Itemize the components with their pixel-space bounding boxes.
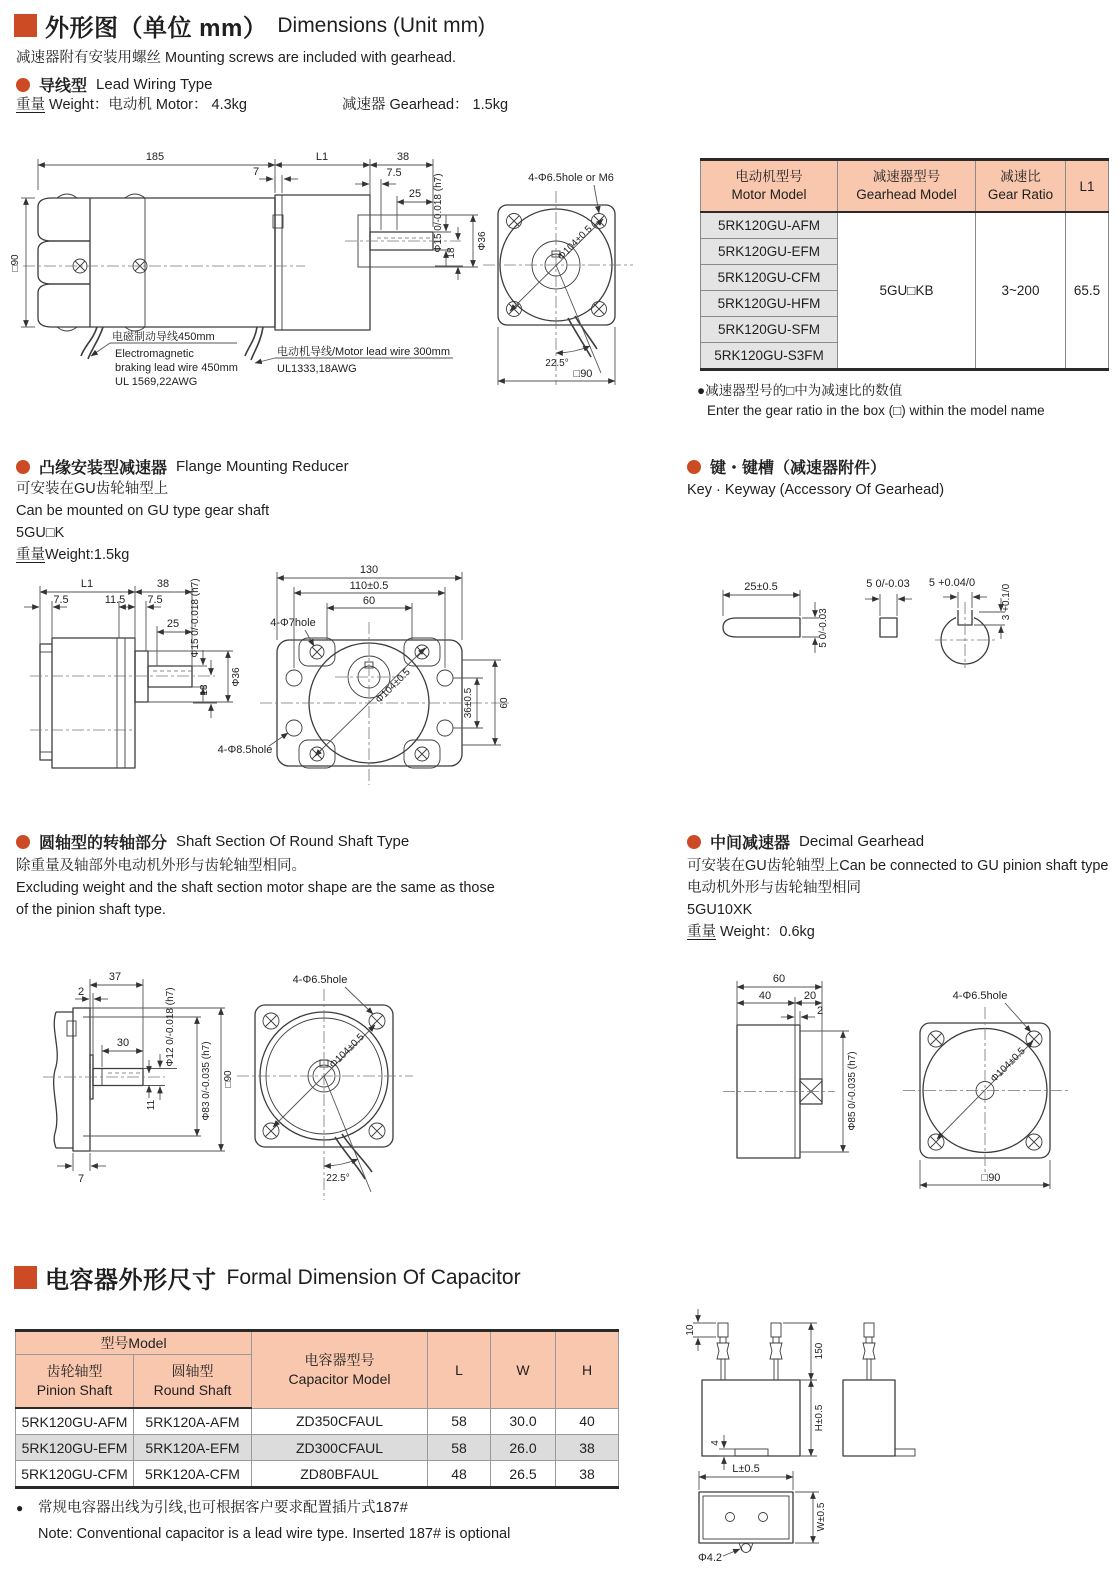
brake-wire-label-en2: braking lead wire 450mm bbox=[115, 362, 238, 374]
decimal-line1: 可安装在GU齿轮轴型上Can be connected to GU pinion shaft type bbox=[687, 858, 1109, 874]
pinion-cell: 5RK120GU-CFM bbox=[16, 1461, 134, 1488]
capacitor-model-cell: ZD300CFAUL bbox=[252, 1435, 428, 1461]
dim-label: 25 bbox=[408, 188, 422, 200]
round-cell: 5RK120A-EFM bbox=[134, 1435, 252, 1461]
dim-label: 5 0/-0.03 bbox=[818, 608, 829, 648]
col-ratio-zh: 减速比 bbox=[1000, 169, 1041, 184]
motor-model-cell: 5RK120GU-SFM bbox=[701, 317, 838, 343]
col-motor-zh: 电动机型号 bbox=[735, 169, 803, 184]
motor-model-cell: 5RK120GU-EFM bbox=[701, 239, 838, 265]
brake-wire-label-en3: UL 1569,22AWG bbox=[115, 376, 198, 388]
motor-model-cell: 5RK120GU-CFM bbox=[701, 265, 838, 291]
section-lead-wiring bbox=[16, 73, 212, 96]
capacitor-drawing bbox=[655, 1285, 1120, 1585]
decimal-line3: 5GU10XK bbox=[687, 902, 753, 918]
lead-side-dimensions bbox=[10, 151, 488, 327]
brake-wire-label-zh: 电磁制动导线450mm bbox=[112, 331, 215, 343]
dim-label: 7.5 bbox=[386, 167, 402, 179]
dim-label: Φ15 0/-0.018 (h7) bbox=[190, 578, 201, 658]
dim-label: 25±0.5 bbox=[744, 581, 778, 593]
col-header-gearhead bbox=[838, 160, 976, 213]
page-title bbox=[14, 8, 485, 43]
dim-label: Φ36 bbox=[477, 231, 488, 251]
dim-label: 2 bbox=[77, 986, 85, 998]
gear-ratio-note-en: Enter the gear ratio in the box (□) within the model name bbox=[707, 403, 1045, 418]
section-decimal-zh: 中间减速器 bbox=[710, 835, 791, 852]
section-decimal-en: Decimal Gearhead bbox=[799, 833, 925, 850]
col-gearhead-zh: 减速器型号 bbox=[872, 169, 941, 184]
section-key-zh: 键・键槽（减速器附件） bbox=[710, 460, 887, 477]
section-lead-wiring-zh: 导线型 bbox=[39, 78, 88, 95]
section-flange-en: Flange Mounting Reducer bbox=[176, 458, 349, 475]
capacitor-terminal bbox=[717, 1323, 729, 1380]
col-header-motor bbox=[701, 160, 838, 213]
col-header-pinion bbox=[16, 1355, 134, 1409]
dim-label: 38 bbox=[156, 578, 170, 590]
section-decimal bbox=[687, 830, 924, 853]
table-row bbox=[16, 1435, 619, 1461]
col-gearhead-en: Gearhead Model bbox=[856, 187, 957, 202]
l-cell: 58 bbox=[428, 1408, 491, 1435]
dim-label: 130 bbox=[359, 564, 379, 576]
dim-label: Φ36 bbox=[231, 667, 242, 687]
col-header-h: H bbox=[556, 1331, 619, 1409]
capacitor-model-cell: ZD80BFAUL bbox=[252, 1461, 428, 1488]
round-cell: 5RK120A-CFM bbox=[134, 1461, 252, 1488]
col-round-zh: 圆轴型 bbox=[171, 1363, 214, 1379]
dim-label: Φ85 0/-0.035 (h7) bbox=[847, 1051, 858, 1131]
col-ratio-en: Gear Ratio bbox=[987, 187, 1054, 202]
dim-label: 38 bbox=[396, 151, 410, 163]
decimal-front-view bbox=[903, 990, 1069, 1189]
decimal-line2: 电动机外形与齿轮轴型相同 bbox=[687, 880, 861, 896]
col-motor-en: Motor Model bbox=[731, 187, 807, 202]
dim-label: Φ104±0.5 bbox=[988, 1045, 1028, 1085]
shaft-side-view bbox=[43, 1008, 165, 1151]
dim-label: 7.5 bbox=[147, 594, 163, 606]
section-key-keyway bbox=[687, 455, 886, 478]
dim-label: L1 bbox=[315, 151, 329, 163]
h-cell: 38 bbox=[556, 1461, 619, 1488]
dim-label: 11.5 bbox=[104, 594, 126, 606]
dim-label: 60 bbox=[362, 595, 376, 607]
h-cell: 38 bbox=[556, 1435, 619, 1461]
col-header-l1: L1 bbox=[1066, 160, 1109, 213]
shaft-front-view bbox=[237, 974, 413, 1200]
l-cell: 58 bbox=[428, 1435, 491, 1461]
motor-front-view bbox=[483, 172, 633, 385]
front-holes-label: 4-Φ6.5hole or M6 bbox=[528, 172, 614, 184]
dim-label: Φ12 0/-0.018 (h7) bbox=[165, 987, 176, 1067]
front-holes-label: 4-Φ6.5hole bbox=[292, 974, 348, 986]
col-cap-en: Capacitor Model bbox=[288, 1370, 391, 1387]
dim-label: □90 bbox=[223, 1070, 234, 1088]
decimal-weight bbox=[687, 921, 815, 943]
section-round-shaft-zh: 圆轴型的转轴部分 bbox=[39, 835, 168, 852]
dim-label: □90 bbox=[981, 1172, 1001, 1184]
col-header-w: W bbox=[491, 1331, 556, 1409]
dim-label: □90 bbox=[10, 254, 21, 272]
dim-label: Φ15 0/-0.018 (h7) bbox=[433, 173, 444, 253]
section-flange-zh: 凸缘安装型减速器 bbox=[39, 460, 168, 477]
title-square-bullet bbox=[14, 14, 37, 37]
capacitor-terminal bbox=[863, 1323, 875, 1380]
dim-label: 60 bbox=[772, 973, 786, 985]
motor-model-cell: 5RK120GU-AFM bbox=[701, 212, 838, 239]
flange-front-view bbox=[218, 564, 510, 785]
w-cell: 26.5 bbox=[491, 1461, 556, 1488]
capacitor-terminal bbox=[770, 1323, 782, 1380]
page-subtitle: 减速器附有安装用螺丝 Mounting screws are included with gearhead. bbox=[16, 50, 456, 66]
weight-value: Weight:1.5kg bbox=[45, 547, 130, 563]
col-header-ratio bbox=[976, 160, 1066, 213]
title-square-bullet bbox=[14, 1266, 37, 1289]
key-side-figure bbox=[723, 581, 829, 653]
dim-label: 11 bbox=[146, 1099, 157, 1111]
motor-side-view bbox=[23, 194, 461, 360]
decimal-side-view bbox=[723, 973, 858, 1158]
keyway-shaft-figure bbox=[929, 577, 1012, 668]
pinion-cell: 5RK120GU-AFM bbox=[16, 1408, 134, 1435]
brake-wire-label-en1: Electromagnetic bbox=[115, 348, 194, 360]
weight-label: 重量 bbox=[16, 97, 45, 113]
section-round-shaft-en: Shaft Section Of Round Shaft Type bbox=[176, 833, 410, 850]
dim-label: 20 bbox=[803, 990, 817, 1002]
capacitor-model-cell: ZD350CFAUL bbox=[252, 1408, 428, 1435]
dim-label: Φ104±0.5 bbox=[555, 223, 595, 263]
weight-label: 重量 bbox=[16, 547, 45, 563]
capacitor-note bbox=[16, 1495, 510, 1547]
motor-wire-label-zh: 电动机导线/Motor lead wire 300mm bbox=[277, 346, 450, 358]
motor-wire-label-en: UL1333,18AWG bbox=[277, 363, 357, 375]
holes7-label: 4-Φ7hole bbox=[270, 617, 316, 629]
l-cell: 48 bbox=[428, 1461, 491, 1488]
gearhead-model-cell: 5GU□KB bbox=[838, 212, 976, 370]
dim-label: H±0.5 bbox=[814, 1404, 825, 1432]
motor-gearhead-table bbox=[700, 158, 1109, 371]
section-lead-wiring-en: Lead Wiring Type bbox=[96, 76, 213, 93]
page-title-en: Dimensions (Unit mm) bbox=[277, 13, 486, 37]
round-shaft-drawing bbox=[5, 955, 660, 1215]
dim-label: 7 bbox=[77, 1173, 85, 1185]
note-bullet: ● bbox=[16, 1501, 24, 1515]
page-title-zh: 外形图（单位 mm） bbox=[45, 15, 268, 42]
dim-label: 3 +0.1/0 bbox=[1001, 583, 1012, 621]
motor-model-cell: 5RK120GU-S3FM bbox=[701, 343, 838, 370]
table-row bbox=[16, 1461, 619, 1488]
dim-label: 5 +0.04/0 bbox=[928, 577, 976, 589]
capacitor-note-zh: 常规电容器出线为引线,也可根据客户要求配置插片式187# bbox=[38, 1500, 408, 1516]
section-key-en: Key · Keyway (Accessory Of Gearhead) bbox=[687, 482, 945, 498]
angle-label: 22.5° bbox=[326, 1173, 350, 1184]
capacitor-bottom-view bbox=[698, 1463, 827, 1564]
l1-cell: 65.5 bbox=[1066, 212, 1109, 370]
dim-label: 18 bbox=[446, 247, 457, 259]
hole-label: Φ4.2 bbox=[697, 1552, 723, 1564]
motor-model-cell: 5RK120GU-HFM bbox=[701, 291, 838, 317]
weight-label: 重量 bbox=[687, 924, 716, 940]
capacitor-side-view bbox=[843, 1323, 915, 1456]
dim-label: 36±0.5 bbox=[463, 687, 474, 719]
dim-label: 40 bbox=[758, 990, 772, 1002]
gear-ratio-note-zh: ●减速器型号的□中为减速比的数值 bbox=[697, 383, 903, 398]
flange-reducer-drawing bbox=[5, 560, 685, 805]
capacitor-title-en: Formal Dimension Of Capacitor bbox=[226, 1265, 521, 1289]
round-shaft-line2: Excluding weight and the shaft section motor shape are the same as those bbox=[16, 880, 495, 896]
capacitor-table bbox=[15, 1329, 619, 1489]
dim-label: 18 bbox=[199, 684, 210, 696]
col-pinion-zh: 齿轮轴型 bbox=[46, 1363, 103, 1379]
dim-label: 110±0.5 bbox=[349, 580, 389, 592]
gear-ratio-cell: 3~200 bbox=[976, 212, 1066, 370]
col-cap-zh: 电容器型号 bbox=[304, 1351, 375, 1368]
dim-label: 60 bbox=[499, 697, 510, 709]
flange-side-dimensions bbox=[24, 578, 242, 718]
h-cell: 40 bbox=[556, 1408, 619, 1435]
flange-model: 5GU□K bbox=[16, 525, 65, 541]
dim-label: 150 bbox=[814, 1342, 825, 1360]
capacitor-title-zh: 电容器外形尺寸 bbox=[45, 1267, 217, 1294]
dim-label: L±0.5 bbox=[732, 1463, 760, 1475]
decimal-gearhead-drawing bbox=[675, 955, 1120, 1215]
round-shaft-line3: of the pinion shaft type. bbox=[16, 902, 166, 918]
round-shaft-line1: 除重量及轴部外电动机外形与齿轮轴型相同。 bbox=[16, 858, 306, 874]
dim-label: Φ104±0.5 bbox=[327, 1031, 367, 1071]
lead-wire-labels bbox=[91, 329, 453, 388]
col-pinion-en: Pinion Shaft bbox=[36, 1382, 113, 1398]
dim-label: 5 0/-0.03 bbox=[866, 578, 910, 590]
dim-label: 30 bbox=[116, 1037, 130, 1049]
section-round-shaft bbox=[16, 830, 409, 853]
circle-bullet-icon bbox=[687, 460, 701, 474]
key-keyway-drawing bbox=[695, 550, 1120, 670]
flange-line1-en: Can be mounted on GU type gear shaft bbox=[16, 503, 270, 519]
col-header-l: L bbox=[428, 1331, 491, 1409]
flange-side-view bbox=[30, 638, 215, 768]
capacitor-note-en: Note: Conventional capacitor is a lead wire type. Inserted 187# is optional bbox=[38, 1526, 511, 1542]
dim-label: 25 bbox=[166, 618, 180, 630]
front-holes-label: 4-Φ6.5hole bbox=[952, 990, 1008, 1002]
weight-gearhead: 减速器 Gearhead： 1.5kg bbox=[342, 97, 509, 113]
angle-label: 22.5° bbox=[545, 358, 569, 369]
flange-line1-zh: 可安装在GU齿轮轴型上 bbox=[16, 481, 169, 497]
dim-label: 185 bbox=[145, 151, 165, 163]
circle-bullet-icon bbox=[687, 835, 701, 849]
dim-label: 7.5 bbox=[53, 594, 69, 606]
circle-bullet-icon bbox=[16, 460, 30, 474]
table-row bbox=[701, 212, 1109, 239]
table-row bbox=[16, 1408, 619, 1435]
w-cell: 26.0 bbox=[491, 1435, 556, 1461]
key-end-figure bbox=[865, 578, 912, 637]
holes85-label: 4-Φ8.5hole bbox=[217, 744, 273, 756]
gear-ratio-note bbox=[697, 381, 1045, 421]
col-header-model: 型号Model bbox=[16, 1331, 252, 1355]
pinion-cell: 5RK120GU-EFM bbox=[16, 1435, 134, 1461]
capacitor-front-view bbox=[685, 1309, 825, 1470]
dim-label: Φ104±0.5 bbox=[373, 666, 413, 706]
col-header-capacitor bbox=[252, 1331, 428, 1409]
weight-motor: Weight：电动机 Motor： 4.3kg bbox=[45, 97, 247, 113]
dim-label: 10 bbox=[685, 1324, 696, 1336]
weight-line bbox=[16, 94, 508, 116]
weight-value: Weight：0.6kg bbox=[716, 924, 815, 940]
w-cell: 30.0 bbox=[491, 1408, 556, 1435]
section-flange bbox=[16, 455, 349, 478]
dim-label: 37 bbox=[108, 971, 122, 983]
dim-label: 4 bbox=[710, 1440, 721, 1446]
dim-label: □90 bbox=[573, 368, 593, 380]
dim-label: 2 bbox=[816, 1005, 824, 1017]
dim-label: Φ83 0/-0.035 (h7) bbox=[201, 1041, 212, 1121]
dim-label: 7 bbox=[252, 166, 260, 178]
dim-label: L1 bbox=[80, 578, 94, 590]
circle-bullet-icon bbox=[16, 835, 30, 849]
lead-wiring-drawing bbox=[5, 135, 695, 435]
dim-label: W±0.5 bbox=[816, 1502, 827, 1532]
shaft-side-dimensions bbox=[57, 971, 234, 1185]
col-header-round bbox=[134, 1355, 252, 1409]
circle-bullet-icon bbox=[16, 78, 30, 92]
round-cell: 5RK120A-AFM bbox=[134, 1408, 252, 1435]
capacitor-title bbox=[14, 1260, 521, 1295]
col-round-en: Round Shaft bbox=[153, 1382, 232, 1398]
